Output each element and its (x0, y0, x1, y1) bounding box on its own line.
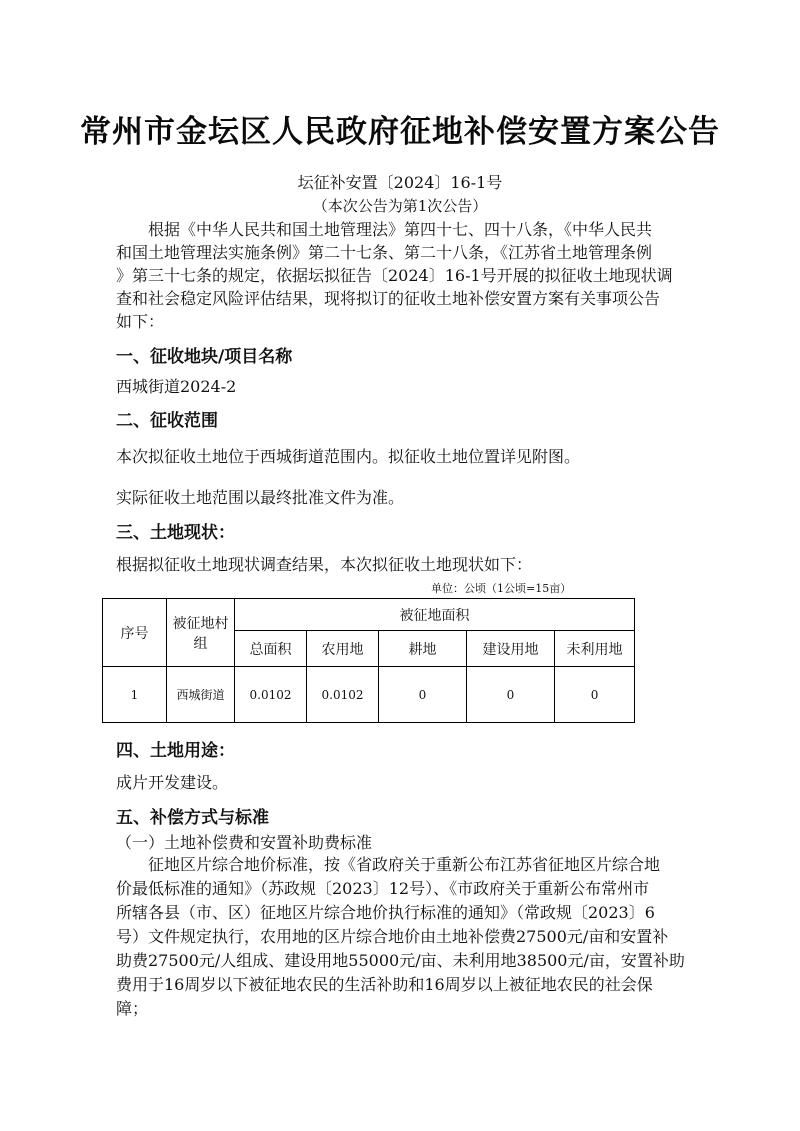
intro-line-3: 》第三十七条的规定，依据坛拟征告〔2024〕16-1号开展的拟征收土地现状调 (116, 266, 673, 285)
intro-line-2: 和国土地管理法实施条例》第二十七条、第二十八条，《江苏省土地管理条例 (116, 243, 653, 262)
header-total-area: 总面积 (235, 631, 307, 667)
header-village-group: 被征地村组 (167, 599, 235, 667)
cell-unused: 0 (555, 667, 635, 723)
section1-heading: 一、征收地块/项目名称 (116, 347, 293, 367)
standard-line-7: 障； (116, 999, 149, 1018)
scope-line-1: 本次拟征收土地位于西城街道范围内。拟征收土地位置详见附图。 (116, 447, 581, 466)
subsection-1-heading: （一）土地补偿费和安置补助费标准 (116, 833, 373, 852)
header-land-area: 被征地面积 (235, 599, 635, 631)
page-title: 常州市金坛区人民政府征地补偿安置方案公告 (80, 114, 720, 150)
standard-line-2: 价最低标准的通知》（苏政规〔2023〕12号）、《市政府关于重新公布常州市 (116, 879, 650, 898)
intro-line-5: 如下： (116, 312, 165, 331)
notice-count: （本次公告为第1次公告） (312, 197, 488, 215)
section4-heading: 四、土地用途： (116, 741, 235, 761)
standard-line-4: 号）文件规定执行，农用地的区片综合地价由土地补偿费27500元/亩和安置补 (116, 927, 669, 946)
cell-cultivated: 0 (379, 667, 467, 723)
survey-intro: 根据拟征收土地现状调查结果，本次拟征收土地现状如下： (116, 555, 533, 574)
project-name: 西城街道2024-2 (116, 377, 237, 396)
standard-line-5: 助费27500元/人组成、建设用地55000元/亩、未利用地38500元/亩，安置补助 (116, 951, 685, 970)
standard-line-1: 征地区片综合地价标准，按《省政府关于重新公布江苏省征地区片综合地 (148, 855, 661, 874)
section5-heading: 五、补偿方式与标准 (116, 808, 269, 828)
table-row (103, 667, 635, 723)
standard-line-6: 费用于16周岁以下被征地农民的生活补助和16周岁以上被征地农民的社会保 (116, 975, 653, 994)
section2-heading: 二、征收范围 (116, 411, 218, 431)
intro-line-1: 根据《中华人民共和国土地管理法》第四十七、四十八条，《中华人民共 (148, 220, 653, 239)
header-unused: 未利用地 (555, 631, 635, 667)
standard-line-3: 所辖各县（市、区）征地区片综合地价执行标准的通知》（常政规〔2023〕6 (116, 903, 655, 922)
section3-heading: 三、土地现状： (116, 523, 235, 543)
header-agricultural: 农用地 (307, 631, 379, 667)
cell-seq: 1 (103, 667, 167, 723)
land-status-table (102, 598, 635, 723)
land-use: 成片开发建设。 (116, 773, 229, 792)
document-number: 坛征补安置〔2024〕16-1号 (297, 173, 503, 192)
header-cultivated: 耕地 (379, 631, 467, 667)
cell-agricultural: 0.0102 (307, 667, 379, 723)
intro-line-4: 查和社会稳定风险评估结果，现将拟订的征收土地补偿安置方案有关事项公告 (116, 289, 661, 308)
unit-note: 单位：公顷（1公顷=15亩） (431, 582, 572, 595)
header-seq: 序号 (103, 599, 167, 667)
cell-village-group: 西城街道 (167, 667, 235, 723)
header-construction: 建设用地 (467, 631, 555, 667)
cell-total-area: 0.0102 (235, 667, 307, 723)
cell-construction: 0 (467, 667, 555, 723)
scope-line-2: 实际征收土地范围以最终批准文件为准。 (116, 488, 405, 507)
